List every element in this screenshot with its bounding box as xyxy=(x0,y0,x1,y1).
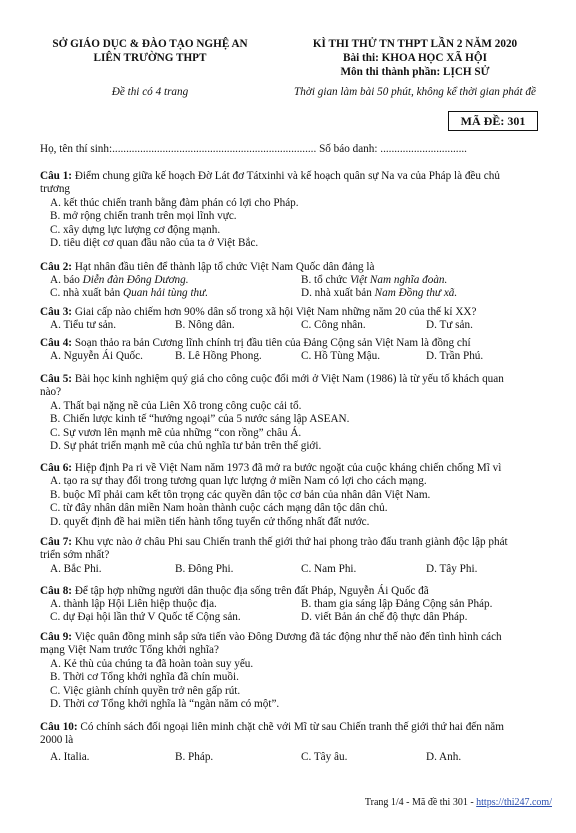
question-text: Hiệp định Pa ri về Việt Nam năm 1973 đã mở ra bước ngoặt của cuộc kháng chiến chống Mĩ vì xyxy=(74,462,502,474)
answer-option[interactable]: B. Chiến lược kinh tế “hướng ngoại” của 5 nước sáng lập ASEAN. xyxy=(50,413,350,426)
answer-option[interactable]: C. xây dựng lực lượng cơ động mạnh. xyxy=(50,223,221,236)
answer-option[interactable]: C. từ đây nhân dân miền Nam hoàn thành cuộc cách mạng dân tộc dân chủ. xyxy=(50,502,388,515)
answer-option[interactable]: D. Sự phát triển mạnh mẽ của chủ nghĩa tư bản trên thế giới. xyxy=(50,440,322,453)
question-text: Bài học kinh nghiệm quý giá cho công cuộc đổi mới ở Việt Nam (1986) là từ yếu tố khách quan xyxy=(74,373,504,385)
time-note: Thời gian làm bài 50 phút, không kể thời gian phát đề xyxy=(294,86,536,98)
answer-option[interactable]: C. dự Đại hội lần thứ V Quốc tế Cộng sản. xyxy=(50,611,241,624)
question-number: Câu 2: xyxy=(40,261,73,273)
answer-option[interactable]: D. Thời cơ Tổng khởi nghĩa là “ngàn năm có một”. xyxy=(50,698,280,711)
question-8 xyxy=(40,585,548,625)
answer-option[interactable]: B. buộc Mĩ phải cam kết tôn trọng các quyền dân tộc cơ bản của nhân dân Việt Nam. xyxy=(50,488,431,501)
question-4 xyxy=(40,337,548,364)
question-7 xyxy=(40,536,548,577)
question-1 xyxy=(40,170,548,250)
answer-option[interactable]: C. Sự vươn lên mạnh mẽ của những “con rồng” châu Á. xyxy=(50,426,302,439)
answer-option[interactable]: A. kết thúc chiến tranh bằng đàm phán có lợi cho Pháp. xyxy=(50,196,299,209)
candidate-info-line: Họ, tên thí sinh:......................................................................... Số báo danh: ............................... xyxy=(40,143,467,155)
answer-option[interactable]: A. thành lập Hội Liên hiệp thuộc địa. xyxy=(50,598,217,611)
department-name: SỞ GIÁO DỤC & ĐÀO TẠO NGHỆ AN xyxy=(52,38,248,50)
answer-option[interactable]: B. Thời cơ Tổng khởi nghĩa đã chín muồi. xyxy=(50,671,239,684)
exam-code-box: MÃ ĐỀ: 301 xyxy=(448,111,538,131)
answer-option[interactable]: B. Đông Phi. xyxy=(175,562,234,575)
answer-option[interactable]: A. Italia. xyxy=(50,750,90,763)
answer-option[interactable]: C. Việc giành chính quyền trở nên gấp rút. xyxy=(50,684,241,697)
question-number: Câu 8: xyxy=(40,585,73,597)
answer-option[interactable]: C. Công nhân. xyxy=(301,319,366,332)
answer-option[interactable]: A. Kẻ thù của chúng ta đã hoàn toàn suy yếu. xyxy=(50,657,254,670)
answer-option[interactable]: D. tiêu diệt cơ quan đầu não của ta ở Việt Bắc. xyxy=(50,237,259,250)
question-5 xyxy=(40,373,548,453)
footer-text: Trang 1/4 - Mã đề thi 301 - xyxy=(364,797,477,808)
footer-link[interactable]: https://thi247.com/ xyxy=(476,797,552,808)
exam-component: Môn thi thành phần: LỊCH SỬ xyxy=(340,66,490,78)
question-3 xyxy=(40,306,548,333)
exam-title: KÌ THI THỬ TN THPT LẦN 2 NĂM 2020 xyxy=(312,38,518,50)
question-2 xyxy=(40,261,548,301)
answer-option[interactable]: D. nhà xuất bản Nam Đồng thư xã. xyxy=(301,287,458,300)
question-number: Câu 3: xyxy=(40,306,73,318)
question-text: Có chính sách đối ngoại liên minh chặt chẽ với Mĩ từ sau Chiến tranh thế giới thứ hai đến năm xyxy=(80,721,504,733)
answer-option[interactable]: C. Nam Phi. xyxy=(301,562,357,575)
page-count-note: Đề thi có 4 trang xyxy=(111,86,189,98)
answer-option[interactable]: B. Lê Hồng Phong. xyxy=(175,350,262,363)
question-6 xyxy=(40,462,548,529)
answer-option[interactable]: D. Trần Phú. xyxy=(426,350,484,363)
answer-option[interactable]: B. tham gia sáng lập Đảng Cộng sản Pháp. xyxy=(301,598,493,611)
question-text-cont: 2000 là xyxy=(40,734,74,747)
question-number: Câu 9: xyxy=(40,631,73,643)
answer-option[interactable]: C. Tây âu. xyxy=(301,750,348,763)
question-text-cont: trương xyxy=(40,183,71,196)
answer-option[interactable]: C. nhà xuất bản Quan hải tùng thư. xyxy=(50,287,209,300)
answer-option[interactable]: B. Nông dân. xyxy=(175,319,235,332)
question-number: Câu 10: xyxy=(40,721,78,733)
answer-option[interactable]: A. tạo ra sự thay đổi trong tương quan lực lượng ở miền Nam có lợi cho cách mạng. xyxy=(50,475,427,488)
question-number: Câu 6: xyxy=(40,462,73,474)
answer-option[interactable]: D. Anh. xyxy=(426,750,462,763)
answer-option[interactable]: A. Thất bại nặng nề của Liên Xô trong công cuộc cải tổ. xyxy=(50,399,302,412)
question-text: Điểm chung giữa kế hoạch Đờ Lát đơ Tátxinhi và kế hoạch quân sự Na va của Pháp là đều chủ xyxy=(74,170,500,182)
page-footer xyxy=(365,796,552,809)
question-9 xyxy=(40,631,548,711)
answer-option[interactable]: B. Pháp. xyxy=(175,750,214,763)
question-text-cont: mạng Việt Nam trước Tổng khởi nghĩa? xyxy=(40,644,219,657)
question-text: Việc quân đồng minh sắp sửa tiến vào Đông Dương đã tác động như thế nào đến tình hình cách xyxy=(74,631,502,643)
answer-option[interactable]: A. Tiểu tư sản. xyxy=(50,319,117,332)
answer-option[interactable]: D. Tư sản. xyxy=(426,319,473,332)
answer-option[interactable]: B. mở rộng chiến tranh trên mọi lĩnh vực. xyxy=(50,210,237,223)
question-number: Câu 1: xyxy=(40,170,73,182)
question-10 xyxy=(40,721,548,765)
question-text: Để tập hợp những người dân thuộc địa sống trên đất Pháp, Nguyễn Ái Quốc đã xyxy=(74,585,429,597)
school-name: LIÊN TRƯỜNG THPT xyxy=(93,52,207,64)
answer-option[interactable]: B. tổ chức Việt Nam nghĩa đoàn. xyxy=(301,274,448,287)
answer-option[interactable]: A. Nguyễn Ái Quốc. xyxy=(50,350,143,363)
answer-option[interactable]: D. quyết định đề hai miền tiến hành tổng tuyển cử thống nhất đất nước. xyxy=(50,515,370,528)
question-text: Giai cấp nào chiếm hơn 90% dân số trong xã hội Việt Nam những năm 20 của thế kỉ XX? xyxy=(74,306,477,318)
question-text-cont: triển sớm nhất? xyxy=(40,549,110,562)
exam-subject: Bài thi: KHOA HỌC XÃ HỘI xyxy=(343,52,487,64)
answer-option[interactable]: D. Tây Phi. xyxy=(426,562,478,575)
answer-option[interactable]: C. Hồ Tùng Mậu. xyxy=(301,350,381,363)
answer-option[interactable]: D. viết Bản án chế độ thực dân Pháp. xyxy=(301,611,468,624)
answer-option[interactable]: A. Bắc Phi. xyxy=(50,562,102,575)
question-number: Câu 7: xyxy=(40,536,73,548)
answer-option[interactable]: A. báo Diễn đàn Đông Dương. xyxy=(50,274,189,287)
question-text-cont: nào? xyxy=(40,386,62,399)
question-text: Hạt nhân đầu tiên để thành lập tổ chức Việt Nam Quốc dân đảng là xyxy=(74,261,375,273)
question-number: Câu 4: xyxy=(40,337,73,349)
question-text: Soạn thảo ra bản Cương lĩnh chính trị đầu tiên của Đảng Cộng sản Việt Nam là đồng chí xyxy=(74,337,471,349)
question-number: Câu 5: xyxy=(40,373,73,385)
question-text: Khu vực nào ở châu Phi sau Chiến tranh thế giới thứ hai phong trào đấu tranh giành độc lập phát xyxy=(74,536,508,548)
